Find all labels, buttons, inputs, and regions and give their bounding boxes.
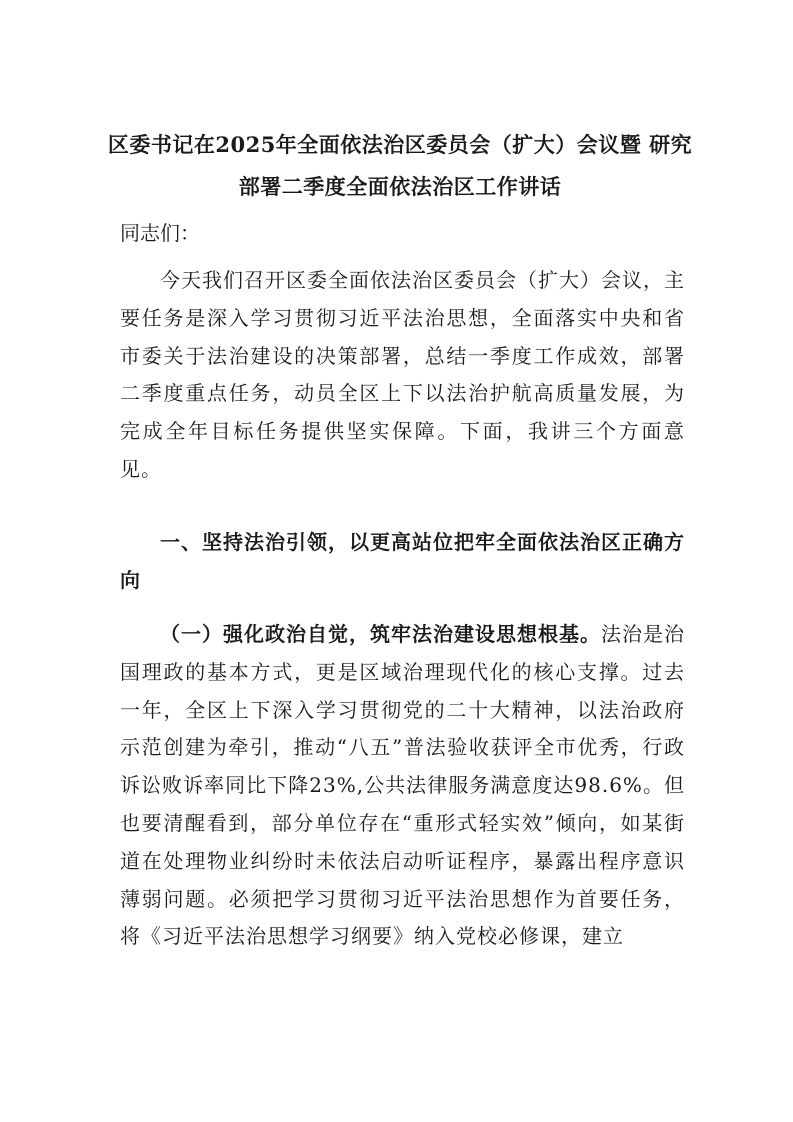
document-title: 区委书记在2025年全面依法治区委员会（扩大）会议暨 研究部署二季度全面依法治区工作讲话	[107, 132, 693, 199]
greeting: 同志们：	[120, 221, 200, 245]
section-heading-text: 一、坚持法治引领，以更高站位把牢全面依法治区正确方向	[120, 530, 685, 592]
subsection-paragraph	[120, 616, 685, 956]
subsection-lead: （一）强化政治自觉，筑牢法治建设思想根基。	[160, 622, 601, 646]
opening-paragraph	[120, 262, 685, 489]
subsection-body: 法治是治国理政的基本方式，更是区域治理现代化的核心支撑。过去一年，全区上下深入学习贯彻党的二十大精神，以法治政府示范创建为牵引，推动“八五”普法验收获评全市优秀，行政诉讼败诉率同比下降23%,公共法律服务满意度达98.6%。但也要清醒看到，部分单位存在“重形式轻实效”倾向，如某街道在处理物业纠纷时未依法启动听证程序，暴露出程序意识薄弱问题。必须把学习贯彻习近平法治思想作为首要任务，将《习近平法治思想学习纲要》纳入党校必修课，建立	[120, 622, 685, 949]
section-heading	[120, 524, 685, 600]
opening-paragraph-text: 今天我们召开区委全面依法治区委员会（扩大）会议，主要任务是深入学习贯彻习近平法治思想，全面落实中央和省市委关于法治建设的决策部署，总结一季度工作成效，部署二季度重点任务，动员全区上下以法治护航高质量发展，为完成全年目标任务提供坚实保障。下面，我讲三个方面意见。	[120, 268, 685, 481]
